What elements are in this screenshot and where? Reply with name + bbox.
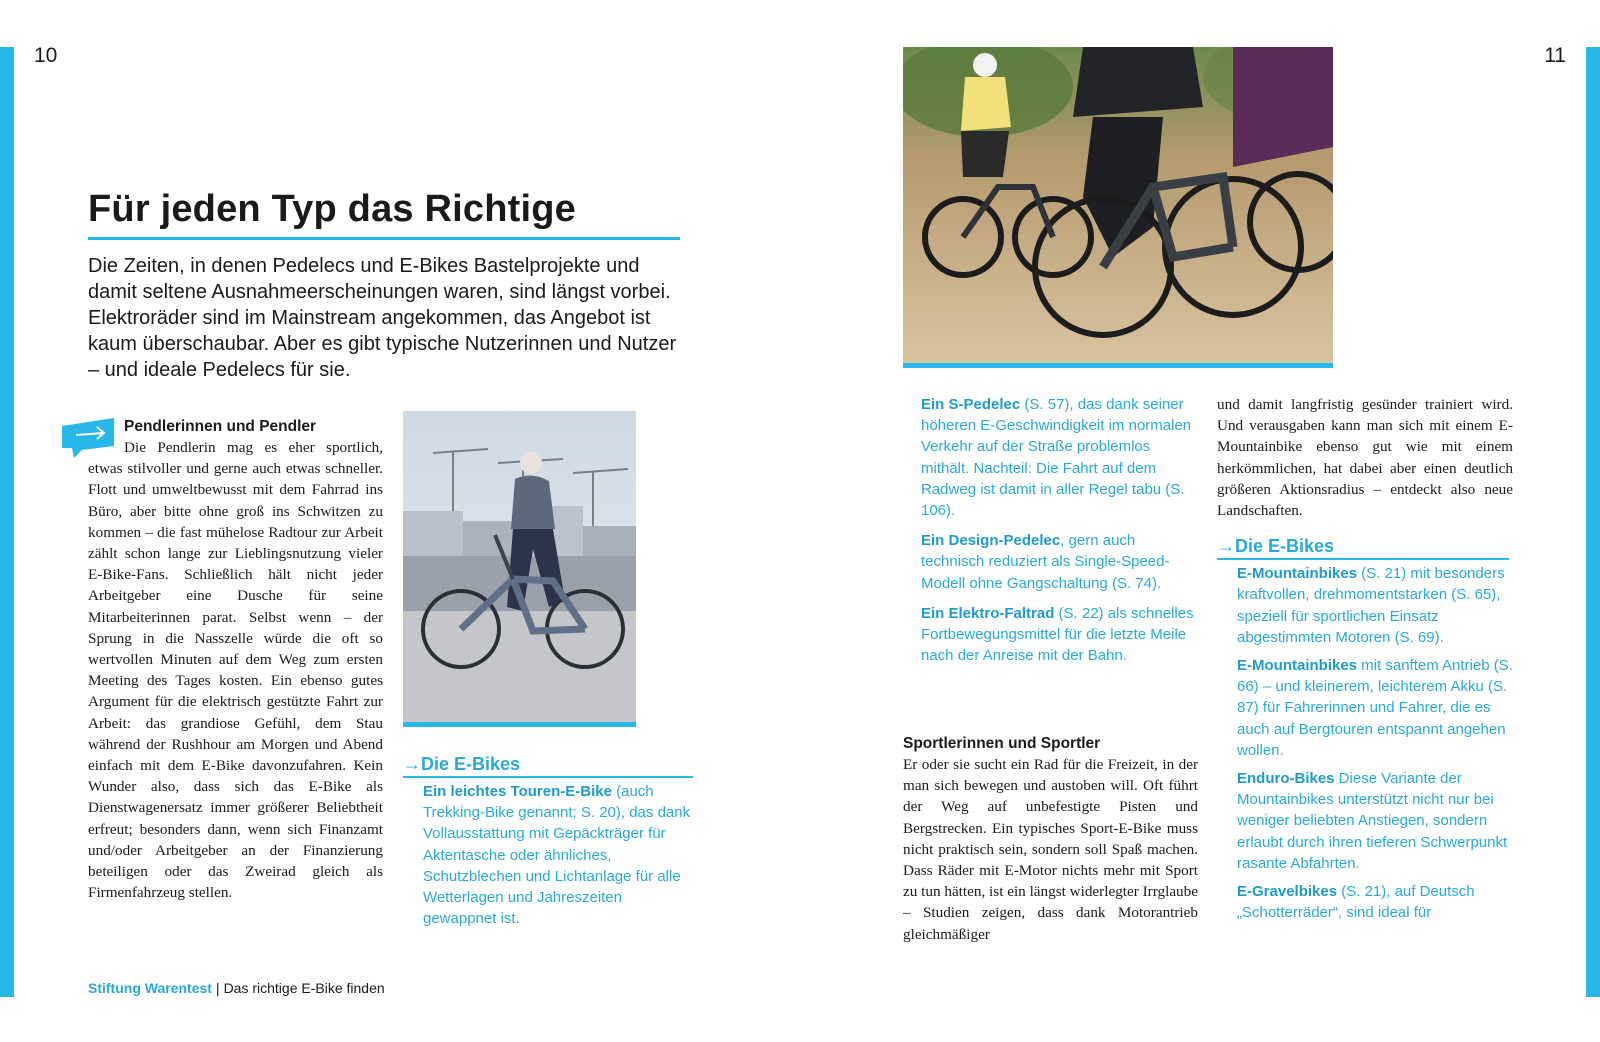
tip-item <box>403 781 693 929</box>
tip-heading-label: Die E-Bikes <box>1235 536 1335 557</box>
sport-continuation: und damit langfristig gesünder trainiert wird. Und verausgaben kann man sich mit einem E-Mountainbike ebenso gut wie mit einem herkömmlichen, hat dabei aber einen deutlich größeren Aktionsradius – entdeckt also neue Landschaften. <box>1217 396 1513 520</box>
intro-paragraph <box>88 253 680 383</box>
commuter-photo <box>403 411 636 727</box>
tip-item <box>1217 881 1513 923</box>
pedelec-list <box>921 394 1201 675</box>
list-item <box>921 530 1201 594</box>
arrow-icon: → <box>1217 536 1235 557</box>
commuter-section <box>88 416 383 903</box>
footer-brand: Stiftung Warentest <box>88 980 212 996</box>
sport-body: Er oder sie sucht ein Rad für die Freizeit, in der man sich bewegen und austoben will. Oft führt der Weg auf unbefestigte Pisten und Bergstrecken. Ein typisches Sport-E-Bike muss nicht praktisch sein, sondern soll Spaß machen. Dass Räder mit E-Motor nichts mehr mit Sport zu tun hätten, ist ein längst widerlegter Irrglaube – Studien zeigen, dass dank Motorantrieb gleichmäßiger <box>903 756 1198 943</box>
ebike-tip-commuter <box>403 754 693 929</box>
tip-heading <box>1217 536 1509 560</box>
page-title: Für jeden Typ das Richtige <box>88 188 680 240</box>
list-item <box>921 603 1201 667</box>
tip-heading <box>403 754 693 778</box>
tip-item-bold: E-Gravelbikes <box>1237 883 1338 901</box>
tip-item-text: mit sanftem Antrieb (S. 66) – und kleinerem, leichterem Akku (S. 87) für Fahrerinnen und Fahrer, die es auch auf Bergtouren entspannt angehen wollen. <box>1237 657 1513 759</box>
list-item-text: , gern auch technisch reduziert als Single-Speed-Modell ohne Gangschaltung (S. 74). <box>921 532 1170 592</box>
commuter-heading: Pendlerinnen und Pendler <box>124 418 317 435</box>
page-footer <box>88 980 385 996</box>
list-item-bold: Ein Elektro-Faltrad <box>921 604 1055 622</box>
tip-item-text: (S. 21) mit besonders kraftvollen, drehmomentstarken (S. 65), speziell für sportlichen Einsatz abgestimmten Motoren (S. 69). <box>1237 565 1505 646</box>
right-column <box>1217 394 1513 930</box>
tip-item-bold: E-Mountainbikes <box>1237 565 1358 583</box>
tip-item-bold: E-Mountainbikes <box>1237 657 1358 675</box>
list-item-bold: Ein S-Pedelec <box>921 396 1021 413</box>
tip-item <box>1217 768 1513 874</box>
intro-text: Die Zeiten, in denen Pedelecs und E-Bikes Bastelprojekte und damit seltene Ausnahmeerscheinungen waren, sind längst vorbei. Elektroräder sind im Mainstream angekommen, das Angebot ist kaum überschaubar. Aber es gibt typische Nutzerinnen und Nutzer – und ideale Pedelecs für sie. <box>88 255 677 381</box>
right-edge-bar <box>1586 47 1600 997</box>
sport-photo <box>903 47 1333 368</box>
page-number-left: 10 <box>34 44 58 67</box>
sport-section <box>903 733 1198 945</box>
ebike-tip-sport <box>1217 536 1513 923</box>
commuter-body: Die Pendlerin mag es eher sportlich, etwas stilvoller und gerne auch etwas schneller. Flott und umweltbewusst mit dem Fahrrad ins Büro, aber bitte ohne groß ins Schwitzen zu kommen – die fast mühelose Radtour zur Arbeit zählt schon lange zur Lieblingsnutzung vieler E-Bike-Fans. Schließlich hält nicht jeder Arbeitgeber eine Dusche für seine Mitarbeiterinnen parat. Selbst wenn – der Sprung in die Nasszelle würde die oft so wertvollen Minuten auf dem Weg zum ersten Meeting des Tages kosten. Ein ebenso gutes Argument für die elektrisch gestützte Fahrt zur Arbeit: das grandiose Gefühl, dem Stau während der Rushhour am Morgen und Abend einfach mit dem E-Bike davonzufahren. Kein Wunder also, dass sich das E-Bike als Dienstwagenersatz immer größerer Beliebtheit erfreut; besonders dann, wenn sich Finanzamt und/oder Arbeitgeber an der Finanzierung beteiligen oder das Zweirad gleich als Firmenfahrzeug stellen. <box>88 439 383 902</box>
list-item-text: (S. 57), das dank seiner höheren E-Geschwindigkeit im normalen Verkehr auf der Straße problemlos mithält. Nachteil: Die Fahrt auf dem Radweg ist damit in aller Regel tabu (S. 106). <box>921 396 1192 520</box>
tip-heading-label: Die E-Bikes <box>421 754 521 774</box>
tip-item-bold: Ein leichtes Touren-E-Bike <box>423 783 612 800</box>
arrow-icon: → <box>403 754 421 774</box>
tip-item-text: (auch Trekking-Bike genannt; S. 20), das dank Vollausstattung mit Gepäckträger für Aktentasche oder ähnliches, Schutzblechen und Lichtanlage für alle Wetterlagen und Jahreszeiten gewappnet ist. <box>423 783 691 928</box>
page-number-right: 11 <box>1544 44 1566 67</box>
tip-item-text: (S. 21), auf Deutsch „Schotterräder“, sind ideal für <box>1237 883 1475 922</box>
list-item-bold: Ein Design-Pedelec <box>921 532 1061 550</box>
tip-item <box>1217 655 1513 761</box>
tip-item-text: Diese Variante der Mountainbikes unterstützt nicht nur bei weniger beliebten Anstiegen, sondern erlaubt durch ihren tieferen Schwerpunkt rasante Abfahrten. <box>1237 770 1508 872</box>
tip-item <box>1217 563 1513 648</box>
footer-separator: | <box>215 980 220 996</box>
list-item-text: (S. 22) als schnelles Fortbewegungsmittel für die letzte Meile nach der Anreise mit der Bahn. <box>921 604 1194 665</box>
list-item <box>921 394 1201 521</box>
left-edge-bar <box>0 47 14 997</box>
tip-item-bold: Enduro-Bikes <box>1237 770 1335 788</box>
sport-heading: Sportlerinnen und Sportler <box>903 735 1101 752</box>
footer-subtitle: Das richtige E-Bike finden <box>223 980 385 996</box>
